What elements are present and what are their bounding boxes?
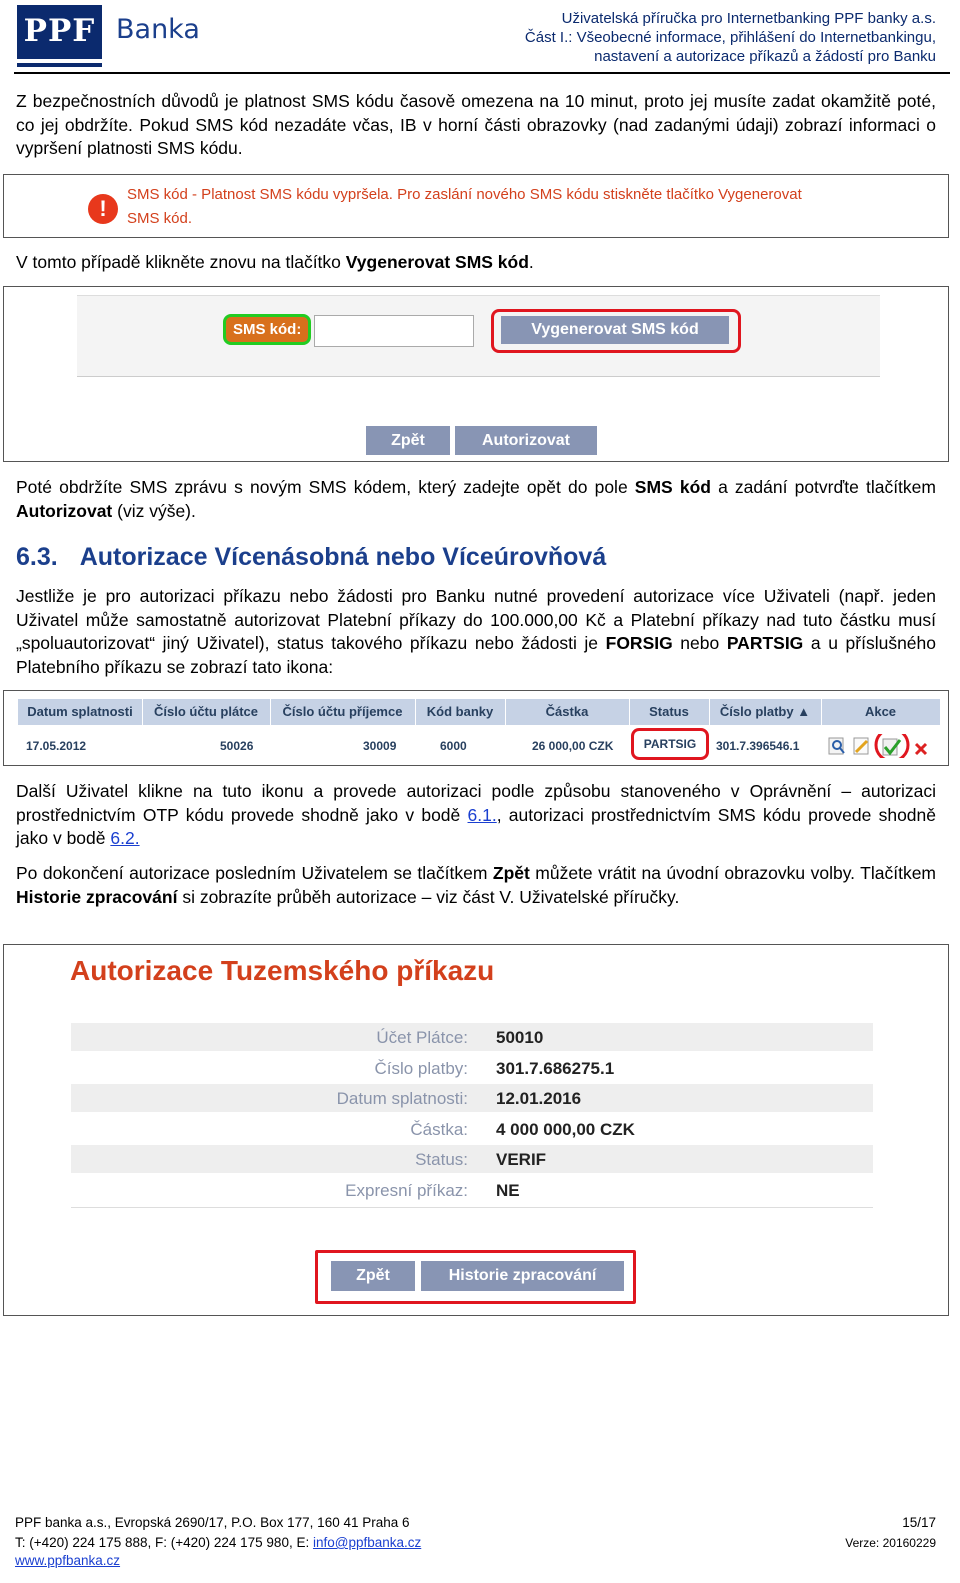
sms-form-panel — [77, 295, 880, 377]
table-header — [18, 699, 940, 725]
error-screenshot — [3, 174, 949, 238]
value-amount: 4 000 000,00 CZK — [496, 1120, 635, 1139]
value-express-order: NE — [496, 1181, 520, 1200]
col-amount[interactable]: Částka — [505, 699, 630, 725]
back-button[interactable]: Zpět — [366, 426, 450, 455]
value-payer-account: 50010 — [496, 1028, 544, 1047]
section-number: 6.3. — [16, 543, 58, 571]
paragraph-regenerate: V tomto případě klikněte znovu na tlačítko Vygenerovat SMS kód. — [16, 252, 534, 272]
col-bank-code[interactable]: Kód banky — [415, 699, 506, 725]
sms-code-input[interactable] — [314, 315, 474, 347]
cell-bank-code: 6000 — [440, 739, 467, 753]
col-status[interactable]: Status — [629, 699, 710, 725]
cell-payee-account: 30009 — [363, 739, 397, 753]
logo-word: Banka — [116, 14, 200, 45]
footer-web-link[interactable]: www.ppfbanka.cz — [15, 1553, 121, 1568]
label-express-order: Expresní příkaz: — [345, 1181, 468, 1200]
footer-version: Verze: 20160229 — [845, 1536, 936, 1550]
col-payee-account[interactable]: Číslo účtu příjemce — [270, 699, 416, 725]
auth-title: Autorizace Tuzemského příkazu — [70, 955, 495, 986]
cell-status-partsig: PARTSIG — [631, 728, 709, 760]
logo-text: PPF — [23, 13, 96, 49]
label-payment-number: Číslo platby: — [374, 1059, 468, 1078]
generate-sms-button[interactable]: Vygenerovat SMS kód — [501, 316, 729, 344]
paragraph-multi-auth: Jestliže je pro autorizaci příkazu nebo žádosti pro Banku nutné provedení autorizace více Uživateli (např. jeden Uživatel může samostatně autorizovat Platební příkazy do 100.000,00 Kč a Platební příkazy nad tuto částku musí „spoluautorizovat“ jiný Uživatel), status takového příkazu nebo žádosti je FORSIG nebo PARTSIG a u příslušného Platebního příkazu se zobrazí tato ikona: — [16, 586, 936, 677]
paragraph-sms-validity: Z bezpečnostních důvodů je platnost SMS kódu časově omezena na 10 minut, proto jej musíte zadat okamžitě poté, co jej obdržíte. Pokud SMS kód nezadáte včas, IB v horní části obrazovky (nad zadanými údaji) zobrazí informaci o vypršení platnosti SMS kódu. — [16, 91, 936, 158]
footer-page-number: 15/17 — [902, 1515, 936, 1530]
document-header — [525, 9, 936, 66]
col-payment-number[interactable]: Číslo platby ▲ — [709, 699, 822, 725]
label-due-date: Datum splatnosti: — [336, 1089, 468, 1108]
history-button[interactable]: Historie zpracování — [421, 1261, 624, 1291]
table-row — [18, 734, 940, 758]
cell-payer-account: 50026 — [220, 739, 254, 753]
authorization-screenshot — [3, 944, 949, 1316]
value-due-date: 12.01.2016 — [496, 1089, 582, 1108]
header-line-2: Část I.: Všeobecné informace, přihlášení do Internetbankingu, — [524, 29, 936, 46]
footer-web — [15, 1550, 120, 1571]
cell-payment-number: 301.7.396546.1 — [716, 739, 800, 753]
value-payment-number: 301.7.686275.1 — [496, 1059, 615, 1078]
label-payer-account: Účet Plátce: — [376, 1028, 468, 1047]
col-payer-account[interactable]: Číslo účtu plátce — [142, 699, 271, 725]
section-title: Autorizace Vícenásobná nebo Víceúrovňová — [79, 543, 607, 571]
paragraph-new-sms: Poté obdržíte SMS zprávu s novým SMS kódem, který zadejte opět do pole SMS kód a zadání potvrďte tlačítkem Autorizovat (viz výše). — [16, 477, 936, 521]
cell-amount: 26 000,00 CZK — [532, 739, 614, 753]
sms-screenshot — [3, 286, 949, 462]
view-detail-icon[interactable] — [829, 738, 844, 754]
paragraph-completion: Po dokončení autorizace posledním Uživatelem se tlačítkem Zpět můžete vrátit na úvodní obrazovku volby. Tlačítkem Historie zpracování si zobrazíte průběh autorizace – viz část V. Uživatelské příručky. — [16, 863, 936, 907]
back-button[interactable]: Zpět — [331, 1261, 415, 1291]
action-icons — [828, 734, 938, 758]
link-section-6-1[interactable]: 6.1. — [467, 804, 497, 825]
error-message — [127, 183, 802, 231]
delete-icon[interactable] — [916, 744, 926, 754]
error-line-2: SMS kód. — [127, 210, 193, 227]
footer-address: PPF banka a.s., Evropská 2690/17, P.O. Box 177, 160 41 Praha 6 — [15, 1515, 410, 1530]
footer-email-link[interactable]: info@ppfbanka.cz — [312, 1535, 422, 1550]
table-screenshot — [3, 690, 949, 766]
ppf-logo — [17, 5, 102, 67]
authorize-button[interactable]: Autorizovat — [455, 426, 597, 455]
header-line-3: nastavení a autorizace příkazů a žádostí pro Banku — [594, 48, 936, 65]
col-actions: Akce — [864, 704, 897, 719]
value-status: VERIF — [496, 1150, 547, 1169]
warning-icon: ! — [88, 194, 118, 224]
authorize-icon[interactable] — [876, 734, 908, 758]
link-section-6-2[interactable]: 6.2. — [110, 828, 140, 848]
label-amount: Částka: — [410, 1120, 468, 1139]
header-line-1: Uživatelská příručka pro Internetbanking PPF banky a.s. — [561, 10, 936, 27]
cell-due-date: 17.05.2012 — [26, 739, 87, 753]
label-status: Status: — [415, 1150, 468, 1169]
section-heading — [16, 543, 606, 572]
sms-code-label: SMS kód: — [223, 314, 311, 345]
edit-icon[interactable] — [854, 738, 868, 754]
header-divider — [14, 72, 950, 74]
col-due-date[interactable]: Datum splatnosti — [18, 699, 143, 725]
footer-contact: T: (+420) 224 175 888, F: (+420) 224 175 980, E: info@ppfbanka.cz — [15, 1535, 422, 1550]
paragraph-next-user: Další Uživatel klikne na tuto ikonu a provede autorizaci podle způsobu stanoveného v Oprávnění – autorizaci prostřednictvím OTP kódu provede shodně jako v bodě 6.1., autorizaci prostřednictvím SMS kódu provede shodně jako v bodě 6.2. — [16, 781, 937, 848]
error-line-1: SMS kód - Platnost SMS kódu vypršela. Pro zaslání nového SMS kódu stiskněte tlačítko Vygenerovat — [127, 186, 802, 203]
